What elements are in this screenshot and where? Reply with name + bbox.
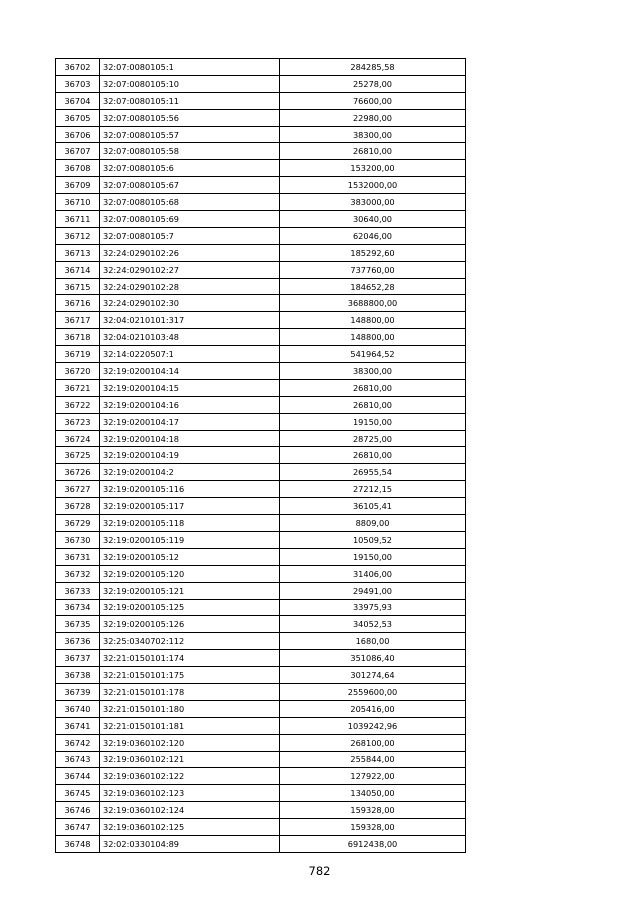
table-row	[56, 312, 466, 329]
table-row	[56, 700, 466, 717]
row-number-cell: 36746	[56, 802, 100, 819]
table-body	[56, 59, 466, 853]
row-number-cell: 36721	[56, 379, 100, 396]
page-number: 782	[308, 864, 331, 878]
table-row	[56, 211, 466, 228]
table-row	[56, 819, 466, 836]
cadastral-number-cell: 32:07:0080105:10	[100, 75, 280, 92]
value-cell: 1039242,96	[280, 717, 466, 734]
value-cell: 383000,00	[280, 194, 466, 211]
value-cell: 8809,00	[280, 515, 466, 532]
value-cell: 351086,40	[280, 650, 466, 667]
row-number-cell: 36747	[56, 819, 100, 836]
cadastral-number-cell: 32:19:0360102:123	[100, 785, 280, 802]
cadastral-number-cell: 32:19:0360102:124	[100, 802, 280, 819]
cadastral-number-cell: 32:19:0200104:18	[100, 430, 280, 447]
cadastral-number-cell: 32:19:0200104:2	[100, 464, 280, 481]
value-cell: 26955,54	[280, 464, 466, 481]
value-cell: 62046,00	[280, 227, 466, 244]
value-cell: 38300,00	[280, 126, 466, 143]
value-cell: 301274,64	[280, 667, 466, 684]
cadastral-number-cell: 32:25:0340702:112	[100, 633, 280, 650]
value-cell: 255844,00	[280, 751, 466, 768]
value-cell: 268100,00	[280, 734, 466, 751]
table-row	[56, 481, 466, 498]
row-number-cell: 36716	[56, 295, 100, 312]
value-cell: 26810,00	[280, 379, 466, 396]
cadastral-number-cell: 32:07:0080105:68	[100, 194, 280, 211]
table-row	[56, 802, 466, 819]
value-cell: 6912438,00	[280, 835, 466, 852]
table-row	[56, 363, 466, 380]
value-cell: 19150,00	[280, 548, 466, 565]
cadastral-number-cell: 32:19:0360102:120	[100, 734, 280, 751]
row-number-cell: 36739	[56, 683, 100, 700]
cadastral-number-cell: 32:14:0220507:1	[100, 346, 280, 363]
table-row	[56, 160, 466, 177]
table-row	[56, 244, 466, 261]
value-cell: 22980,00	[280, 109, 466, 126]
cadastral-number-cell: 32:21:0150101:180	[100, 700, 280, 717]
table-row	[56, 565, 466, 582]
table-row	[56, 616, 466, 633]
row-number-cell: 36708	[56, 160, 100, 177]
row-number-cell: 36733	[56, 582, 100, 599]
table-row	[56, 734, 466, 751]
table-row	[56, 278, 466, 295]
cadastral-number-cell: 32:19:0200104:14	[100, 363, 280, 380]
row-number-cell: 36726	[56, 464, 100, 481]
value-cell: 153200,00	[280, 160, 466, 177]
table-row	[56, 379, 466, 396]
table-row	[56, 227, 466, 244]
table-row	[56, 59, 466, 76]
table-row	[56, 768, 466, 785]
row-number-cell: 36738	[56, 667, 100, 684]
value-cell: 148800,00	[280, 312, 466, 329]
table-row	[56, 633, 466, 650]
value-cell: 26810,00	[280, 447, 466, 464]
row-number-cell: 36717	[56, 312, 100, 329]
value-cell: 26810,00	[280, 143, 466, 160]
cadastral-number-cell: 32:19:0360102:125	[100, 819, 280, 836]
value-cell: 76600,00	[280, 92, 466, 109]
row-number-cell: 36723	[56, 413, 100, 430]
cadastral-number-cell: 32:07:0080105:57	[100, 126, 280, 143]
table-row	[56, 126, 466, 143]
row-number-cell: 36719	[56, 346, 100, 363]
row-number-cell: 36732	[56, 565, 100, 582]
table-row	[56, 194, 466, 211]
value-cell: 2559600,00	[280, 683, 466, 700]
value-cell: 25278,00	[280, 75, 466, 92]
value-cell: 159328,00	[280, 819, 466, 836]
cadastral-number-cell: 32:24:0290102:28	[100, 278, 280, 295]
value-cell: 127922,00	[280, 768, 466, 785]
cadastral-number-cell: 32:24:0290102:26	[100, 244, 280, 261]
cadastral-number-cell: 32:19:0200104:15	[100, 379, 280, 396]
value-cell: 148800,00	[280, 329, 466, 346]
value-cell: 184652,28	[280, 278, 466, 295]
cadastral-number-cell: 32:04:0210103:48	[100, 329, 280, 346]
row-number-cell: 36737	[56, 650, 100, 667]
table-row	[56, 667, 466, 684]
row-number-cell: 36715	[56, 278, 100, 295]
value-cell: 33975,93	[280, 599, 466, 616]
row-number-cell: 36722	[56, 396, 100, 413]
value-cell: 159328,00	[280, 802, 466, 819]
value-cell: 3688800,00	[280, 295, 466, 312]
row-number-cell: 36714	[56, 261, 100, 278]
table-row	[56, 717, 466, 734]
row-number-cell: 36730	[56, 531, 100, 548]
value-cell: 26810,00	[280, 396, 466, 413]
value-cell: 27212,15	[280, 481, 466, 498]
cadastral-number-cell: 32:04:0210101:317	[100, 312, 280, 329]
value-cell: 541964,52	[280, 346, 466, 363]
value-cell: 29491,00	[280, 582, 466, 599]
cadastral-number-cell: 32:19:0200105:125	[100, 599, 280, 616]
value-cell: 1680,00	[280, 633, 466, 650]
cadastral-number-cell: 32:21:0150101:181	[100, 717, 280, 734]
row-number-cell: 36734	[56, 599, 100, 616]
cadastral-number-cell: 32:19:0360102:122	[100, 768, 280, 785]
value-cell: 185292,60	[280, 244, 466, 261]
cadastral-number-cell: 32:24:0290102:27	[100, 261, 280, 278]
value-cell: 205416,00	[280, 700, 466, 717]
cadastral-number-cell: 32:07:0080105:6	[100, 160, 280, 177]
cadastral-number-cell: 32:07:0080105:69	[100, 211, 280, 228]
cadastral-number-cell: 32:07:0080105:11	[100, 92, 280, 109]
value-cell: 134050,00	[280, 785, 466, 802]
row-number-cell: 36735	[56, 616, 100, 633]
cadastral-number-cell: 32:07:0080105:7	[100, 227, 280, 244]
table-row	[56, 295, 466, 312]
cadastral-number-cell: 32:19:0200105:119	[100, 531, 280, 548]
table-row	[56, 498, 466, 515]
cadastral-number-cell: 32:19:0360102:121	[100, 751, 280, 768]
table-row	[56, 396, 466, 413]
row-number-cell: 36725	[56, 447, 100, 464]
table-row	[56, 261, 466, 278]
table-row	[56, 683, 466, 700]
cadastral-number-cell: 32:02:0330104:89	[100, 835, 280, 852]
cadastral-number-cell: 32:19:0200105:116	[100, 481, 280, 498]
row-number-cell: 36742	[56, 734, 100, 751]
table-row	[56, 835, 466, 852]
value-cell: 19150,00	[280, 413, 466, 430]
cadastral-number-cell: 32:19:0200104:19	[100, 447, 280, 464]
row-number-cell: 36724	[56, 430, 100, 447]
row-number-cell: 36711	[56, 211, 100, 228]
row-number-cell: 36713	[56, 244, 100, 261]
cadastral-number-cell: 32:07:0080105:56	[100, 109, 280, 126]
row-number-cell: 36727	[56, 481, 100, 498]
cadastral-number-cell: 32:21:0150101:175	[100, 667, 280, 684]
row-number-cell: 36703	[56, 75, 100, 92]
value-cell: 28725,00	[280, 430, 466, 447]
value-cell: 36105,41	[280, 498, 466, 515]
cadastral-number-cell: 32:07:0080105:67	[100, 177, 280, 194]
table-row	[56, 447, 466, 464]
cadastral-number-cell: 32:19:0200105:120	[100, 565, 280, 582]
row-number-cell: 36720	[56, 363, 100, 380]
row-number-cell: 36748	[56, 835, 100, 852]
table-row	[56, 143, 466, 160]
row-number-cell: 36745	[56, 785, 100, 802]
cadastral-number-cell: 32:19:0200104:16	[100, 396, 280, 413]
table-row	[56, 751, 466, 768]
cadastral-number-cell: 32:07:0080105:58	[100, 143, 280, 160]
row-number-cell: 36702	[56, 59, 100, 76]
table-row	[56, 531, 466, 548]
row-number-cell: 36741	[56, 717, 100, 734]
table-row	[56, 92, 466, 109]
value-cell: 30640,00	[280, 211, 466, 228]
table-row	[56, 430, 466, 447]
table-row	[56, 515, 466, 532]
table-row	[56, 75, 466, 92]
table-row	[56, 329, 466, 346]
value-cell: 10509,52	[280, 531, 466, 548]
table-row	[56, 650, 466, 667]
table-row	[56, 599, 466, 616]
row-number-cell: 36729	[56, 515, 100, 532]
row-number-cell: 36706	[56, 126, 100, 143]
value-cell: 34052,53	[280, 616, 466, 633]
value-cell: 38300,00	[280, 363, 466, 380]
table-row	[56, 177, 466, 194]
row-number-cell: 36704	[56, 92, 100, 109]
cadastral-number-cell: 32:07:0080105:1	[100, 59, 280, 76]
value-cell: 284285,58	[280, 59, 466, 76]
value-cell: 737760,00	[280, 261, 466, 278]
cadastral-number-cell: 32:21:0150101:174	[100, 650, 280, 667]
row-number-cell: 36744	[56, 768, 100, 785]
cadastral-number-cell: 32:19:0200105:117	[100, 498, 280, 515]
cadastral-number-cell: 32:19:0200105:12	[100, 548, 280, 565]
row-number-cell: 36707	[56, 143, 100, 160]
row-number-cell: 36705	[56, 109, 100, 126]
cadastral-number-cell: 32:19:0200104:17	[100, 413, 280, 430]
row-number-cell: 36728	[56, 498, 100, 515]
row-number-cell: 36710	[56, 194, 100, 211]
table-row	[56, 582, 466, 599]
table-row	[56, 548, 466, 565]
cadastral-number-cell: 32:19:0200105:121	[100, 582, 280, 599]
cadastral-number-cell: 32:21:0150101:178	[100, 683, 280, 700]
cadastral-number-cell: 32:19:0200105:126	[100, 616, 280, 633]
table-row	[56, 109, 466, 126]
row-number-cell: 36731	[56, 548, 100, 565]
row-number-cell: 36718	[56, 329, 100, 346]
row-number-cell: 36736	[56, 633, 100, 650]
value-cell: 31406,00	[280, 565, 466, 582]
table-row	[56, 413, 466, 430]
row-number-cell: 36743	[56, 751, 100, 768]
table-row	[56, 346, 466, 363]
table-row	[56, 785, 466, 802]
row-number-cell: 36740	[56, 700, 100, 717]
row-number-cell: 36712	[56, 227, 100, 244]
cadastral-number-cell: 32:24:0290102:30	[100, 295, 280, 312]
cadastral-value-table	[55, 58, 466, 853]
cadastral-number-cell: 32:19:0200105:118	[100, 515, 280, 532]
row-number-cell: 36709	[56, 177, 100, 194]
table-row	[56, 464, 466, 481]
value-cell: 1532000,00	[280, 177, 466, 194]
